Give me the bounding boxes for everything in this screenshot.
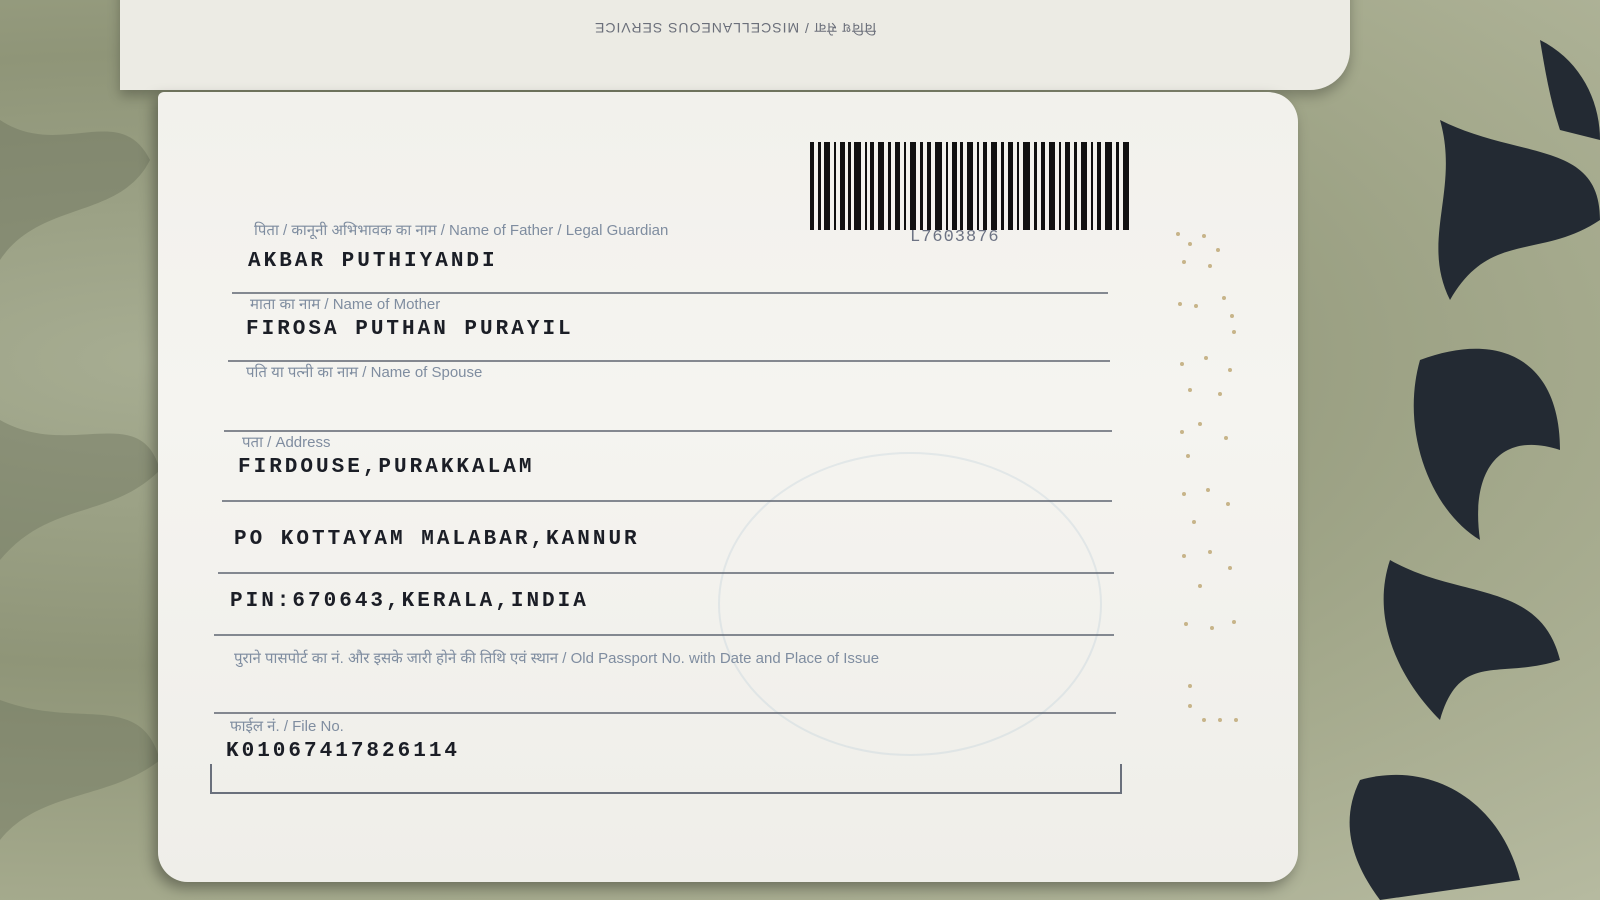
address-line-1: FIRDOUSE,PURAKKALAM — [238, 456, 535, 479]
file-number-label: फाईल नं. / File No. — [230, 718, 344, 735]
address-line-2: PO KOTTAYAM MALABAR,KANNUR — [234, 528, 640, 551]
address-label: पता / Address — [242, 434, 331, 451]
spouse-rule — [224, 430, 1112, 432]
emblem-watermark — [718, 452, 1102, 756]
file-number-box — [210, 764, 1122, 794]
address-rule-2 — [218, 572, 1114, 574]
address-line-3: PIN:670643,KERALA,INDIA — [230, 590, 589, 613]
father-label: पिता / कानूनी अभिभावक का नाम / Name of Father / Legal Guardian — [254, 222, 669, 239]
file-number: K01067417826114 — [226, 740, 461, 763]
father-name: AKBAR PUTHIYANDI — [248, 250, 498, 273]
old-passport-rule — [214, 712, 1116, 714]
mother-name: FIROSA PUTHAN PURAYIL — [246, 318, 574, 341]
mother-label: माता का नाम / Name of Mother — [250, 296, 441, 313]
spouse-label: पति या पत्नी का नाम / Name of Spouse — [246, 364, 483, 381]
address-rule-1 — [222, 500, 1112, 502]
barcode — [810, 142, 1130, 230]
miscellaneous-service-heading: विविध सेवा / MISCELLANEOUS SERVICE — [594, 20, 876, 36]
barcode-number: L7603876 — [910, 228, 1000, 247]
old-passport-label: पुराने पासपोर्ट का नं. और इसके जारी होने की तिथि एवं स्थान / Old Passport No. with Date and Place of Issue — [234, 650, 880, 667]
passport-last-page — [158, 92, 1298, 882]
address-rule-3 — [214, 634, 1114, 636]
previous-page-edge — [120, 0, 1350, 90]
